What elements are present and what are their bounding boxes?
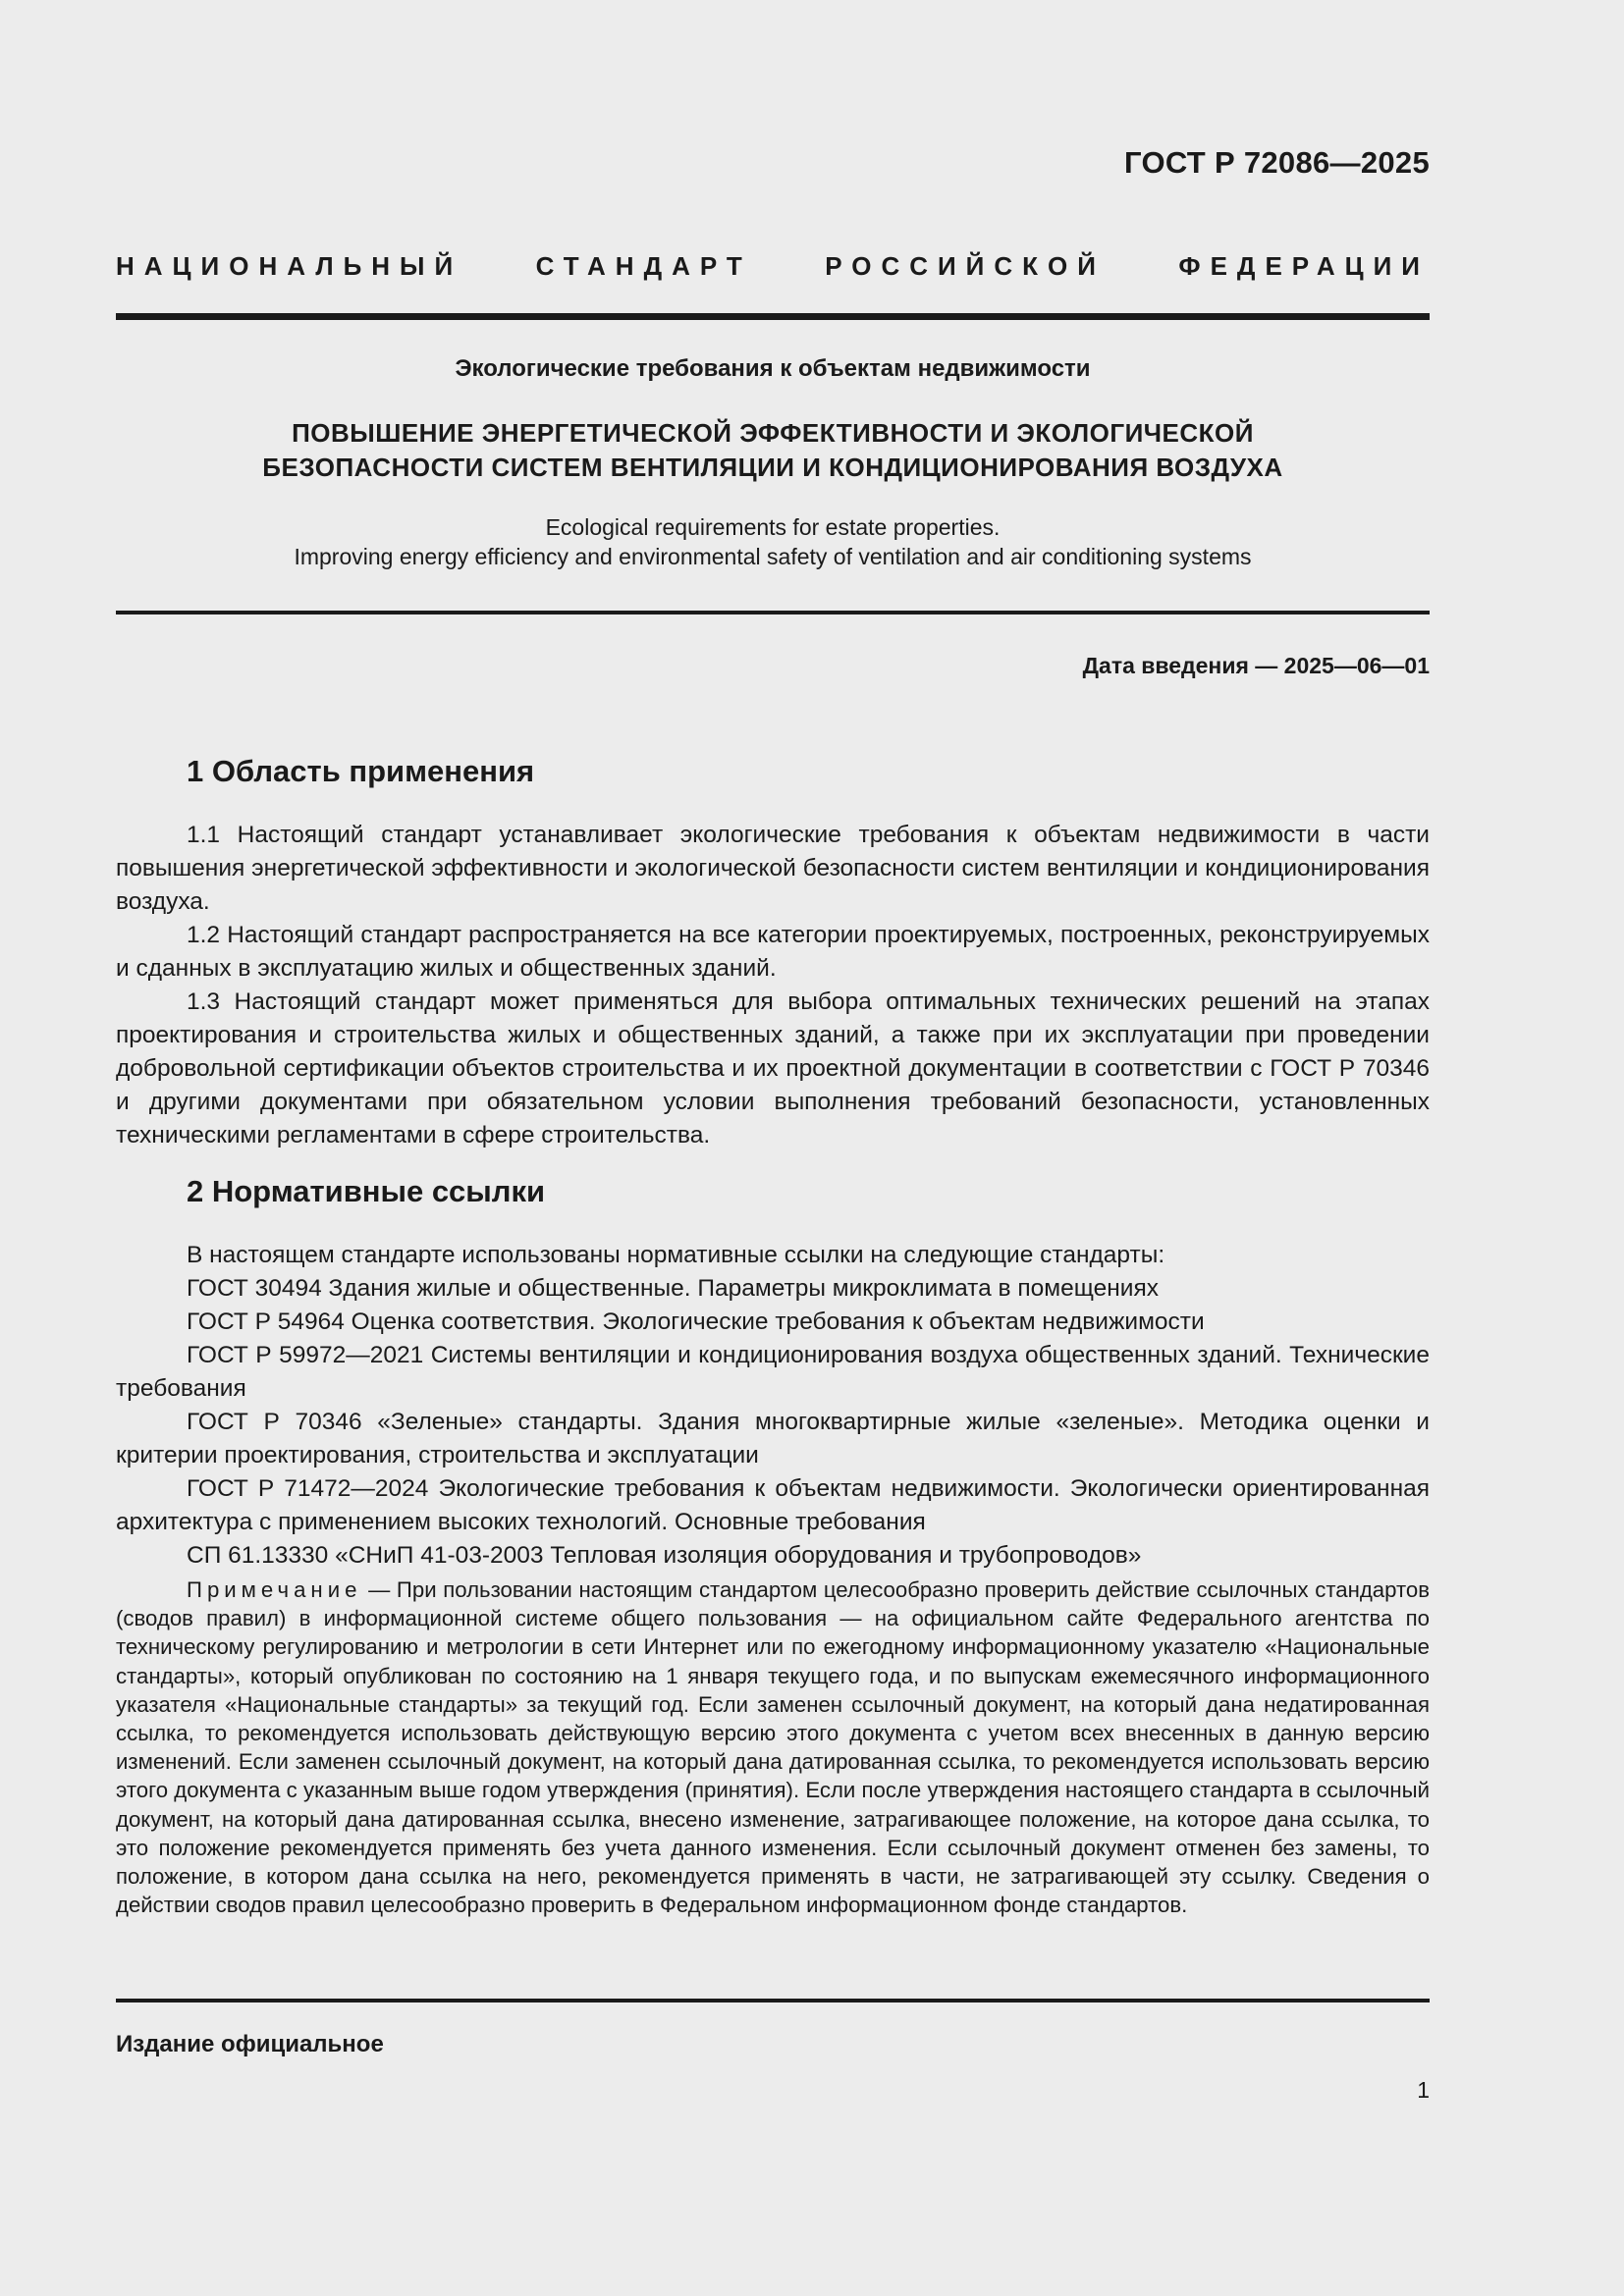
reference-text: СП 61.13330 «СНиП 41-03-2003 Тепловая изоляция оборудования и трубопроводов» [187, 1542, 1142, 1569]
subtitle-ru: Экологические требования к объектам недвижимости [455, 355, 1091, 382]
paragraph-1-2 [116, 919, 1430, 986]
title-en-line: Ecological requirements for estate properties. [545, 514, 1001, 540]
reference-item [116, 1406, 1430, 1472]
reference-item [116, 1339, 1430, 1406]
reference-text: ГОСТ Р 70346 «Зеленые» стандарты. Здания многоквартирные жилые «зеленые». Методика оценки и критерии проектирования, строительства и эксплуатации [116, 1409, 1430, 1468]
header-rule [116, 313, 1430, 320]
reference-item [116, 1472, 1430, 1539]
paragraph-text: 1.1 Настоящий стандарт устанавливает экологические требования к объектам недвижимости в части повышения энергетической эффективности и экологической безопасности систем вентиляции и кондиционирования воздуха. [116, 822, 1430, 915]
reference-text: ГОСТ Р 54964 Оценка соответствия. Экологические требования к объектам недвижимости [187, 1308, 1205, 1335]
document-title-ru [116, 416, 1430, 485]
reference-text: ГОСТ Р 71472—2024 Экологические требования к объектам недвижимости. Экологически ориентированная архитектура с применением высоких технологий. Основные требования [116, 1475, 1430, 1535]
paragraph-1-3 [116, 986, 1430, 1152]
reference-item [116, 1539, 1430, 1573]
document-title-en [116, 512, 1430, 571]
section-2-title: 2 Нормативные ссылки [187, 1174, 546, 1208]
title-ru-line: ПОВЫШЕНИЕ ЭНЕРГЕТИЧЕСКОЙ ЭФФЕКТИВНОСТИ И ЭКОЛОГИЧЕСКОЙ [292, 418, 1254, 448]
paragraph-text: 1.2 Настоящий стандарт распространяется на все категории проектируемых, построенных, реконструируемых и сданных в эксплуатацию жилых и общественных зданий. [116, 922, 1430, 982]
reference-item [116, 1306, 1430, 1339]
official-edition-label: Издание официальное [116, 2031, 384, 2057]
national-standard-header: НАЦИОНАЛЬНЫЙ СТАНДАРТ РОССИЙСКОЙ ФЕДЕРАЦИИ [116, 251, 1430, 281]
references-note [116, 1575, 1430, 1919]
title-ru-line: БЕЗОПАСНОСТИ СИСТЕМ ВЕНТИЛЯЦИИ И КОНДИЦИОНИРОВАНИЯ ВОЗДУХА [262, 453, 1283, 482]
reference-text: ГОСТ Р 59972—2021 Системы вентиляции и кондиционирования воздуха общественных зданий. Технические требования [116, 1342, 1430, 1402]
introduction-date: Дата введения — 2025—06—01 [1082, 653, 1430, 678]
title-rule [116, 611, 1430, 614]
footer-rule [116, 1999, 1430, 2002]
paragraph-text: В настоящем стандарте использованы нормативные ссылки на следующие стандарты: [187, 1242, 1165, 1268]
note-text: — При пользовании настоящим стандартом целесообразно проверить действие ссылочных стандартов (сводов правил) в информационной системе общего пользования — на официальном сайте Федерального агентства по техническому регулированию и метрологии в сети Интернет или по ежегодному информационному указателю «Национальные стандарты», который опубликован по состоянию на 1 января текущего года, и по выпускам ежемесячного информационного указателя «Национальные стандарты» за текущий год. Если заменен ссылочный документ, на который дана недатированная ссылка, то рекомендуется использовать действующую версию этого документа с учетом всех внесенных в данную версию изменений. Если заменен ссылочный документ, на который дана датированная ссылка, то рекомендуется использовать версию этого документа с указанным выше годом утверждения (принятия). Если после утверждения настоящего стандарта в ссылочный документ, на который дана датированная ссылка, внесено изменение, затрагивающее положение, на которое дана ссылка, то это положение рекомендуется применять без учета данного изменения. Если ссылочный документ отменен без замены, то положение, в котором дана ссылка на него, рекомендуется применять в части, не затрагивающей эту ссылку. Сведения о действии сводов правил целесообразно проверить в Федеральном информационном фонде стандартов. [116, 1577, 1430, 1918]
reference-text: ГОСТ 30494 Здания жилые и общественные. Параметры микроклимата в помещениях [187, 1275, 1159, 1302]
document-code: ГОСТ Р 72086—2025 [1124, 145, 1430, 180]
section-1-title: 1 Область применения [187, 754, 535, 788]
paragraph-text: 1.3 Настоящий стандарт может применяться для выбора оптимальных технических решений на этапах проектирования и строительства жилых и общественных зданий, а также при их эксплуатации при проведении добровольной сертификации объектов строительства и их проектной документации в соответствии с ГОСТ Р 70346 и другими документами при обязательном условии выполнения требований безопасности, установленных техническими регламентами в сфере строительства. [116, 988, 1430, 1148]
paragraph-1-1 [116, 819, 1430, 919]
title-en-line: Improving energy efficiency and environmental safety of ventilation and air conditioning systems [294, 544, 1252, 569]
reference-item [116, 1272, 1430, 1306]
page-number: 1 [1417, 2077, 1430, 2103]
note-label: Примечание [187, 1577, 362, 1602]
references-intro [116, 1239, 1430, 1272]
